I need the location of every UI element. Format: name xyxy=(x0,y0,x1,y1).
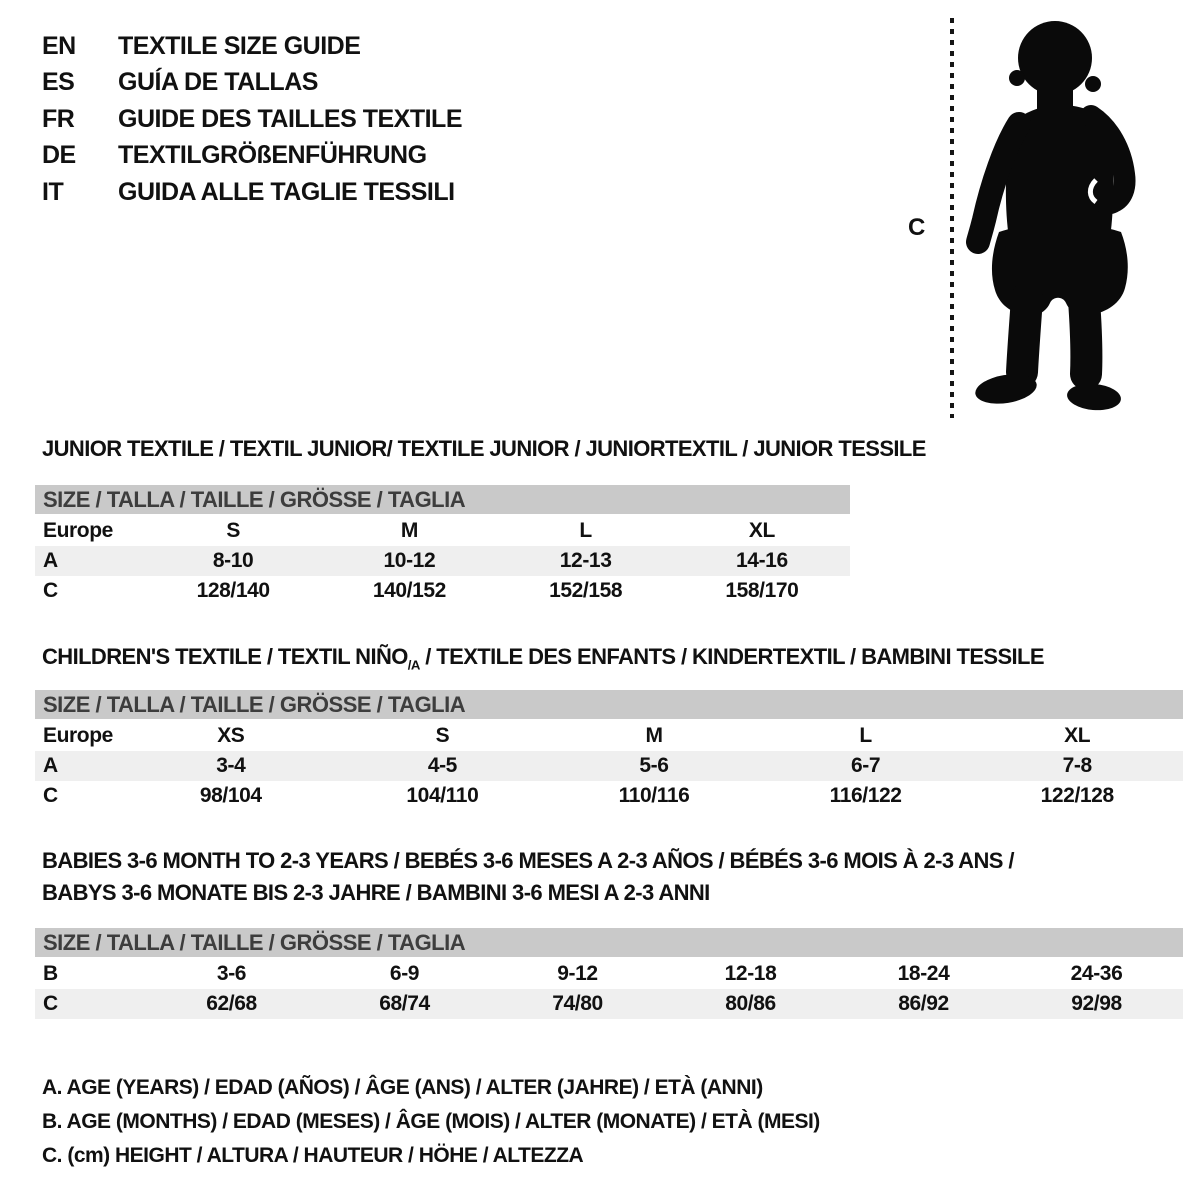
value-cell: 12-18 xyxy=(724,962,777,985)
language-code: EN xyxy=(42,31,76,60)
legend-line-b: B. AGE (MONTHS) / EDAD (MESES) / ÂGE (MOIS) / ALTER (MONATE) / ETÀ (MESI) xyxy=(42,1110,820,1133)
page-title: TEXTILE SIZE GUIDE xyxy=(118,31,361,60)
value-cell: 74/80 xyxy=(552,992,603,1015)
value-cell: 18-24 xyxy=(897,962,950,985)
language-code: FR xyxy=(42,104,75,133)
page-title-es: GUÍA DE TALLAS xyxy=(118,68,318,97)
page-title-de: TEXTILGRÖßENFÜHRUNG xyxy=(118,141,427,170)
height-measure-line xyxy=(950,18,954,418)
babies-size-table xyxy=(35,928,1183,1019)
value-cell: 3-4 xyxy=(216,754,246,777)
row-label-cell: Europe xyxy=(43,724,113,747)
value-cell: 6-9 xyxy=(389,962,420,985)
table-row xyxy=(35,751,1183,781)
children-title-subscript: /A xyxy=(407,657,420,673)
table-row xyxy=(35,576,850,606)
language-code: IT xyxy=(42,177,64,206)
children-title-prefix: CHILDREN'S TEXTILE / TEXTIL NIÑO xyxy=(42,644,408,669)
value-cell: 8-10 xyxy=(212,549,254,572)
size-header-bar: SIZE / TALLA / TAILLE / GRÖSSE / TAGLIA xyxy=(35,485,850,516)
value-cell: M xyxy=(400,519,418,542)
junior-section-title: JUNIOR TEXTILE / TEXTIL JUNIOR/ TEXTILE JUNIOR / JUNIORTEXTIL / JUNIOR TESSILE xyxy=(42,436,926,461)
value-cell: 86/92 xyxy=(898,992,949,1015)
value-cell: 128/140 xyxy=(196,579,270,602)
value-cell: 62/68 xyxy=(206,992,257,1015)
children-size-table xyxy=(35,690,1183,811)
table-row xyxy=(35,781,1183,811)
babies-section-title-line1: BABIES 3-6 MONTH TO 2-3 YEARS / BEBÉS 3-6 MESES A 2-3 AÑOS / BÉBÉS 3-6 MOIS À 2-3 ANS / xyxy=(42,848,1014,873)
language-row xyxy=(42,174,462,211)
page-title-fr: GUIDE DES TAILLES TEXTILE xyxy=(118,104,463,133)
children-title-suffix: / TEXTILE DES ENFANTS / KINDERTEXTIL / BAMBINI TESSILE xyxy=(419,644,1044,669)
value-cell: L xyxy=(579,519,592,542)
value-cell: 104/110 xyxy=(406,784,479,807)
page-title-it: GUIDA ALLE TAGLIE TESSILI xyxy=(118,177,455,206)
language-row xyxy=(42,101,462,138)
value-cell: 80/86 xyxy=(725,992,776,1015)
value-cell: S xyxy=(435,724,450,747)
value-cell: L xyxy=(859,724,872,747)
table-row xyxy=(35,959,1183,989)
value-cell: XL xyxy=(1064,724,1091,747)
toddler-silhouette-icon xyxy=(965,12,1140,417)
height-measure-label: C xyxy=(908,214,926,241)
value-cell: 68/74 xyxy=(379,992,430,1015)
value-cell: 24-36 xyxy=(1070,962,1123,985)
value-cell: 152/158 xyxy=(549,579,623,602)
size-header-bar: SIZE / TALLA / TAILLE / GRÖSSE / TAGLIA xyxy=(35,690,1183,721)
row-label-cell: Europe xyxy=(43,519,113,542)
value-cell: 9-12 xyxy=(557,962,598,985)
language-row xyxy=(42,138,462,175)
table-row xyxy=(35,989,1183,1019)
children-section-title xyxy=(42,644,1044,672)
value-cell: S xyxy=(226,519,240,542)
row-label-cell: C xyxy=(43,992,58,1015)
value-cell: 116/122 xyxy=(829,784,902,807)
value-cell: 140/152 xyxy=(372,579,446,602)
value-cell: 4-5 xyxy=(427,754,457,777)
size-header-bar: SIZE / TALLA / TAILLE / GRÖSSE / TAGLIA xyxy=(35,928,1183,959)
junior-table-body xyxy=(35,516,850,606)
value-cell: 110/116 xyxy=(618,784,690,807)
row-label-cell: C xyxy=(43,579,58,602)
value-cell: 3-6 xyxy=(216,962,247,985)
babies-section-title-line2: BABYS 3-6 MONATE BIS 2-3 JAHRE / BAMBINI 3-6 MESI A 2-3 ANNI xyxy=(42,880,710,905)
value-cell: 10-12 xyxy=(383,549,436,572)
language-title-list xyxy=(42,28,462,211)
value-cell: 98/104 xyxy=(199,784,262,807)
value-cell: XS xyxy=(217,724,245,747)
table-row xyxy=(35,516,850,546)
value-cell: XL xyxy=(748,519,775,542)
value-cell: 5-6 xyxy=(639,754,669,777)
value-cell: 158/170 xyxy=(725,579,799,602)
junior-size-table xyxy=(35,485,850,606)
table-row xyxy=(35,721,1183,751)
value-cell: 92/98 xyxy=(1071,992,1122,1015)
legend-line-c: C. (cm) HEIGHT / ALTURA / HAUTEUR / HÖHE / ALTEZZA xyxy=(42,1144,584,1167)
row-label-cell: C xyxy=(43,784,58,807)
language-code: ES xyxy=(42,68,75,97)
row-label-cell: A xyxy=(43,754,58,777)
value-cell: M xyxy=(645,724,663,747)
language-row xyxy=(42,65,462,102)
value-cell: 14-16 xyxy=(736,549,788,572)
value-cell: 6-7 xyxy=(851,754,881,777)
table-row xyxy=(35,546,850,576)
value-cell: 12-13 xyxy=(559,549,612,572)
value-cell: 7-8 xyxy=(1062,754,1092,777)
row-label-cell: A xyxy=(43,549,58,572)
legend-line-a: A. AGE (YEARS) / EDAD (AÑOS) / ÂGE (ANS) / ALTER (JAHRE) / ETÀ (ANNI) xyxy=(42,1076,763,1099)
value-cell: 122/128 xyxy=(1040,784,1114,807)
language-code: DE xyxy=(42,141,76,170)
children-table-body xyxy=(35,721,1183,811)
babies-table-body xyxy=(35,959,1183,1019)
row-label-cell: B xyxy=(43,962,58,985)
language-row xyxy=(42,28,462,65)
